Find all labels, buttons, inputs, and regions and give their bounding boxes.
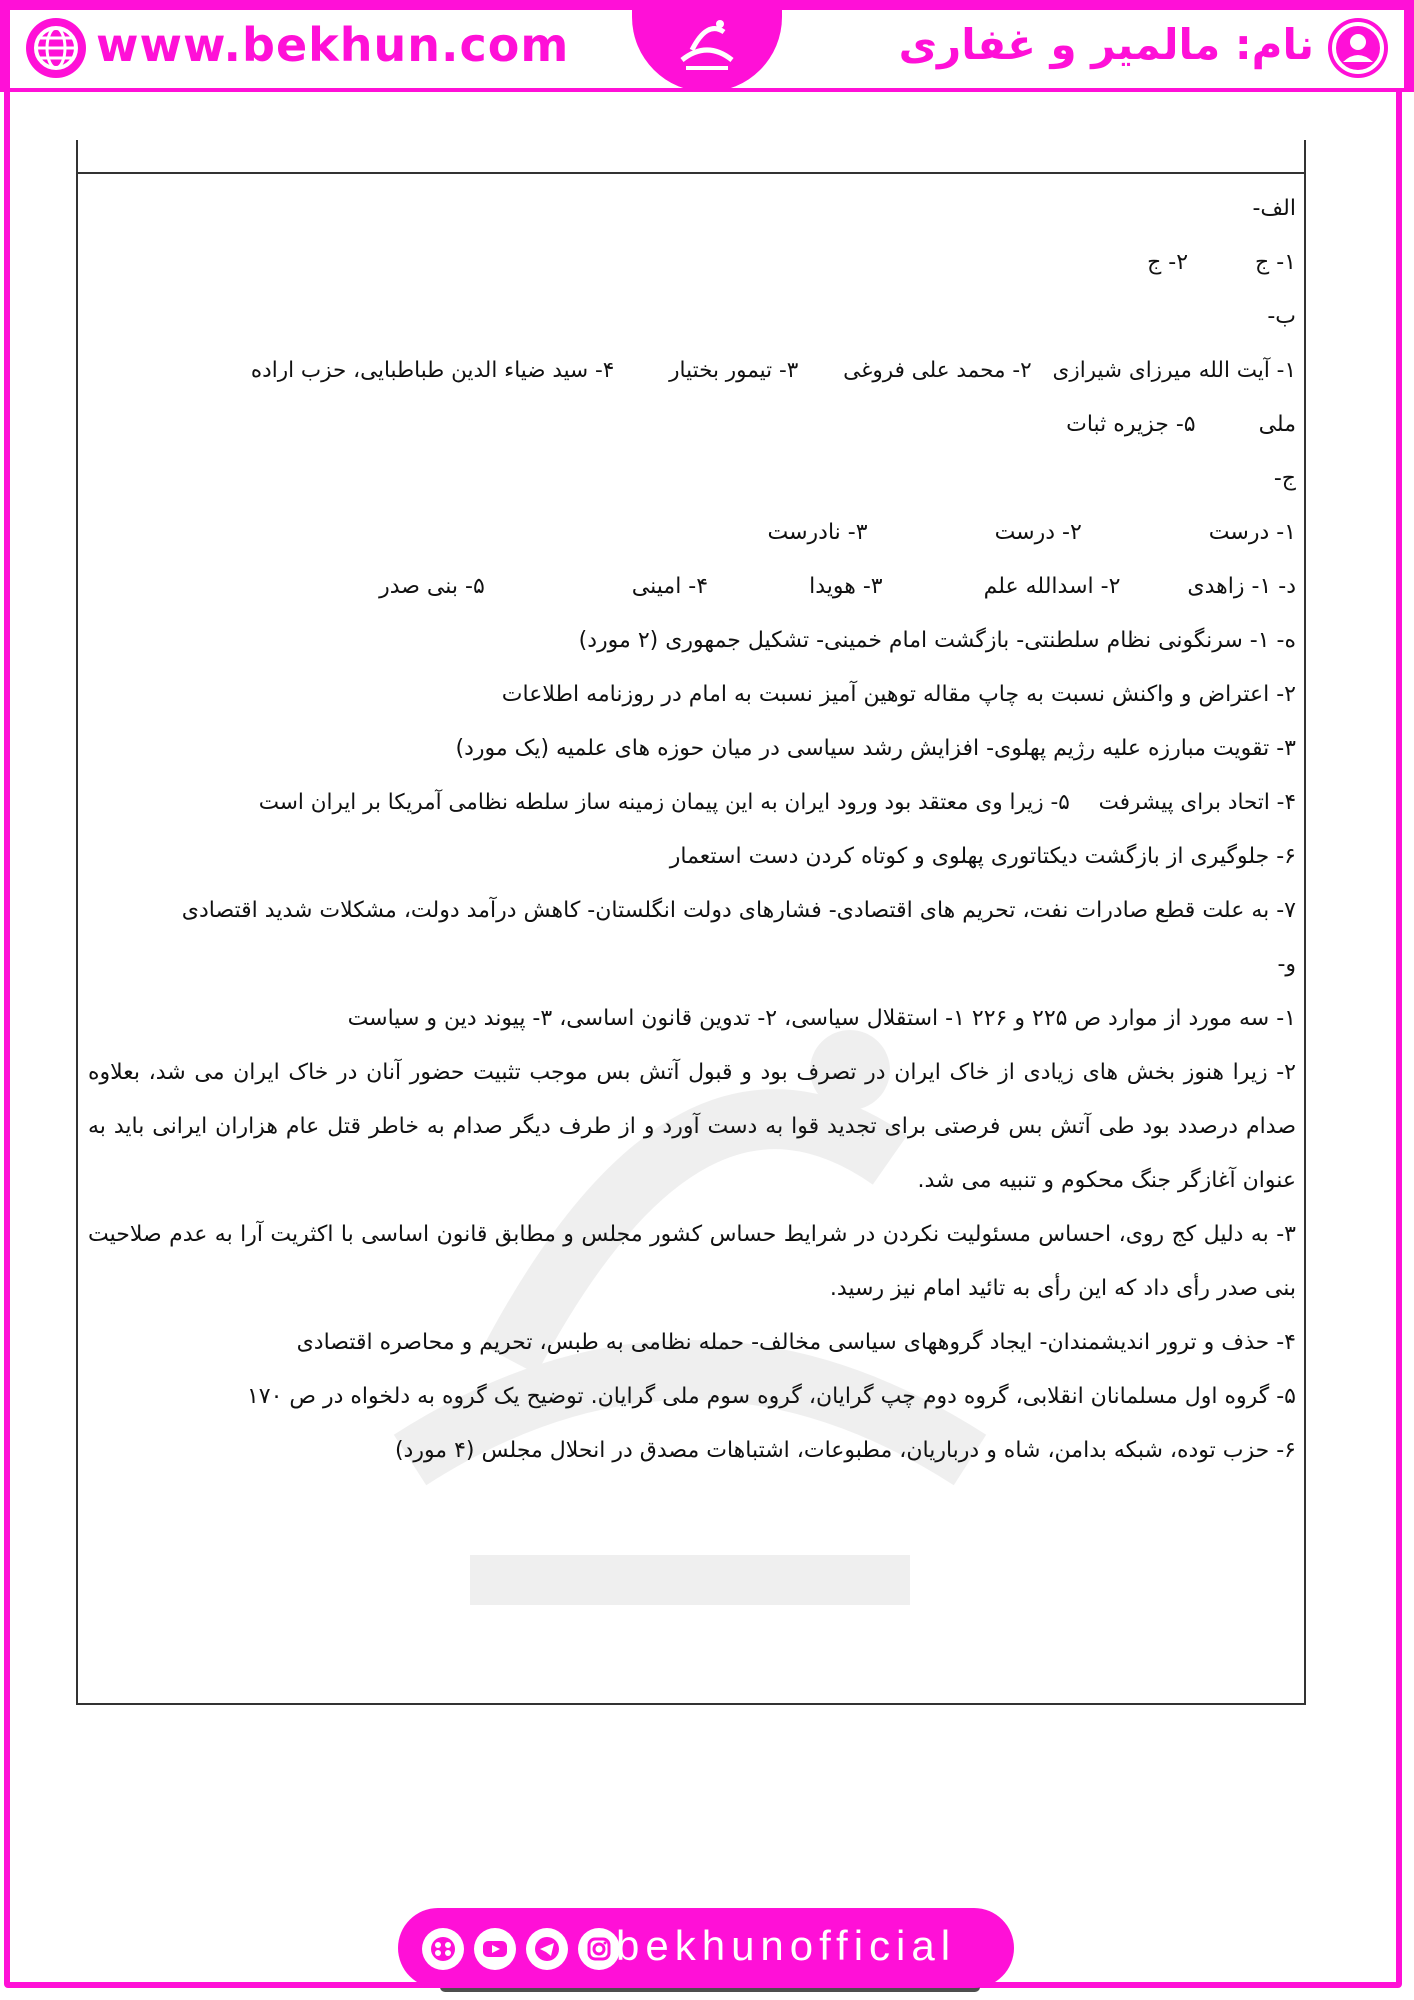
- vav-4: ۴- حذف و ترور اندیشمندان- ایجاد گروههای سیاسی مخالف- حمله نظامی به طبس، تحریم و محاصره اقتصادی: [296, 1330, 1296, 1355]
- jim-2: ۲- درست: [994, 520, 1082, 545]
- he-7: ۷- به علت قطع صادرات نفت، تحریم های اقتصادی- فشارهای دولت انگلستان- کاهش درآمد دولت، مشکلات شدید اقتصادی: [181, 898, 1296, 923]
- vav-5: ۵- گروه اول مسلمانان انقلابی، گروه دوم چپ گرایان، گروه سوم ملی گرایان. توضیح یک گروه به دلخواه در ص ۱۷۰: [246, 1384, 1296, 1409]
- he-3: ۳- تقویت مبارزه علیه رژیم پهلوی- افزایش رشد سیاسی در میان حوزه های علمیه (یک مورد): [455, 736, 1296, 761]
- youtube-icon[interactable]: [474, 1928, 516, 1970]
- be-2: ۲- محمد علی فروغی: [843, 358, 1032, 383]
- student-name-label: نام: مالمیر و غفاری: [898, 20, 1314, 69]
- vav-1: ۱- سه مورد از موارد ص ۲۲۵ و ۲۲۶ ۱- استقلال سیاسی، ۲- تدوین قانون اساسی، ۳- پیوند دین و سیاست: [347, 1006, 1296, 1031]
- aparat-icon[interactable]: [422, 1928, 464, 1970]
- he-4-5-row: [88, 776, 1296, 830]
- be-4: ۴- سید ضیاء الدین طباطبایی، حزب اراده: [250, 358, 615, 383]
- top-rule: [76, 172, 1306, 174]
- he-4: ۴- اتحاد برای پیشرفت: [1098, 790, 1296, 815]
- be-3: ۳- تیمور بختیار: [669, 358, 799, 383]
- be-1: ۱- آیت الله میرزای شیرازی: [1052, 358, 1296, 383]
- alef-2: ۲- ج: [1147, 250, 1189, 275]
- he-6: ۶- جلوگیری از بازگشت دیکتاتوری پهلوی و کوتاه کردن دست استعمار: [669, 844, 1296, 869]
- jim-1: ۱- درست: [1208, 520, 1296, 545]
- he-1: ه- ۱- سرنگونی نظام سلطنتی- بازگشت امام خمینی- تشکیل جمهوری (۲ مورد): [578, 628, 1296, 653]
- answer-text: [88, 182, 1296, 1478]
- telegram-icon[interactable]: [526, 1928, 568, 1970]
- user-icon: [1326, 16, 1390, 80]
- dal-3: ۳- هویدا: [809, 574, 883, 599]
- be-row-2: [88, 398, 1296, 452]
- dal-2: ۲- اسدالله علم: [983, 574, 1121, 599]
- he-5: ۵- زیرا وی معتقد بود ورود ایران به این پیمان زمینه ساز سلطه نظامی آمریکا بر ایران است: [258, 790, 1070, 815]
- jim-row: [88, 506, 1296, 560]
- dal-4: ۴- امینی: [631, 574, 709, 599]
- be-row-1: [88, 344, 1296, 398]
- instagram-icon[interactable]: [578, 1928, 620, 1970]
- globe-icon[interactable]: [24, 16, 88, 80]
- vav-3: ۳- به دلیل کج روی، احساس مسئولیت نکردن در شرایط حساس کشور مجلس و مطابق قانون اساسی با اکثریت آرا به عدم صلاحیت بنی صدر رأی داد که این رأی به تائید امام نیز رسید.: [88, 1222, 1296, 1301]
- he-2: ۲- اعتراض و واکنش نسبت به چاپ مقاله توهین آمیز نسبت به امام در روزنامه اطلاعات: [501, 682, 1296, 707]
- section-vav: و-: [1277, 952, 1296, 977]
- social-handle[interactable]: bekhunofficial: [616, 1922, 957, 1969]
- dal-5: ۵- بنی صدر: [379, 574, 485, 599]
- dal-1: د- ۱- زاهدی: [1187, 574, 1296, 599]
- jim-3: ۳- نادرست: [767, 520, 868, 545]
- vav-2: ۲- زیرا هنوز بخش های زیادی از خاک ایران در تصرف بود و قبول آتش بس موجب تثبیت حضور آنان در خاک ایران می شد، بعلاوه صدام درصدد بود طی آتش بس فرصتی برای تجدید قوا به دست آورد و از طرف دیگر صدام به خاطر قتل عام هزاران ایرانی باید به عنوان آغازگر جنگ محکوم و تنبیه می شد.: [88, 1060, 1296, 1193]
- section-jim: ج-: [1273, 466, 1296, 491]
- be-5: ۵- جزیره ثبات: [1066, 412, 1196, 437]
- bekhun-logo-icon: [672, 10, 742, 80]
- section-alef: الف-: [1252, 196, 1296, 221]
- section-be: ب-: [1267, 304, 1296, 329]
- alef-1: ۱- ج: [1255, 250, 1296, 275]
- be-4-cont: ملی: [1258, 412, 1296, 437]
- dal-row: [88, 560, 1296, 614]
- alef-row: [88, 236, 1296, 290]
- site-url[interactable]: www.bekhun.com: [96, 18, 570, 72]
- vav-6: ۶- حزب توده، شبکه بدامن، شاه و درباریان، مطبوعات، اشتباهات مصدق در انحلال مجلس (۴ مورد): [394, 1438, 1296, 1463]
- social-icons: [422, 1928, 620, 1970]
